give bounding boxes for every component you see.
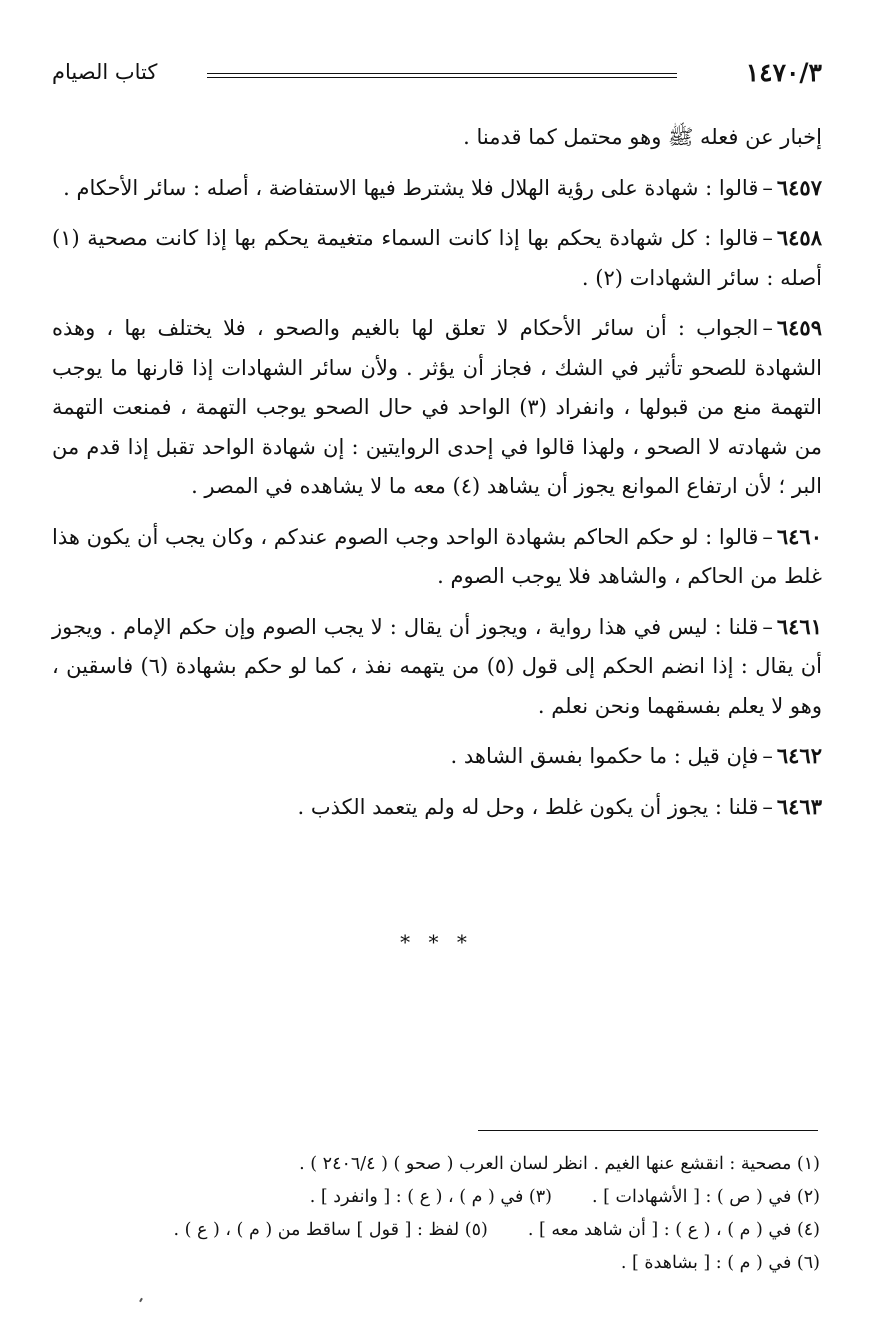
paragraph: [52, 787, 822, 828]
footnote-text: (٢) في ( ص ) : [ الأشهادات ] .: [591, 1187, 820, 1207]
paragraph-text: الجواب : أن سائر الأحكام لا تعلق لها بالغيم والصحو ، فلا يختلف بها ، وهذه الشهادة للصحو تأثير في الشك ، فجاز أن يؤثر . ولأن سائر الشهادات إذا قارنها ما يوجب التهمة منع من قبولها ، وانفراد (٣) الواحد في حال الصحو يوجب التهمة ، فمنعت التهمة من شهادته لا الصحو ، ولهذا قالوا في إحدى الروايتين : إن شهادة الواحد تقبل إذا قدم من البر ؛ لأن ارتفاع الموانع يجوز أن يشاهد (٤) معه ما لا يشاهده في المصر .: [52, 316, 822, 498]
paragraph: [52, 736, 822, 777]
footnote-text: (١) مصحية : انقشع عنها الغيم . انظر لسان العرب ( صحو ) ( ٢٤٠٦/٤ ) .: [299, 1154, 820, 1174]
dash: –: [762, 316, 773, 340]
footnote-row: [40, 1214, 820, 1247]
paragraph-text: قلنا : ليس في هذا رواية ، ويجوز أن يقال : لا يجب الصوم وإن حكم الإمام . ويجوز أن يقال : إذا انضم الحكم إلى قول (٥) من يتهمه نفذ ، كما لو حكم بشهادة (٦) فاسقين ، وهو لا يعلم بفسقهما ونحن نعلم .: [52, 614, 822, 718]
paragraph-text: قالوا : لو حكم الحاكم بشهادة الواحد وجب الصوم عندكم ، وكان يجب أن يكون هذا غلط من الحاكم ، والشاهد فلا يوجب الصوم .: [52, 524, 822, 588]
paragraph-text: قالوا : شهادة على رؤية الهلال فلا يشترط فيها الاستفاضة ، أصله : سائر الأحكام .: [63, 175, 759, 200]
paragraph-number: ٦٤٥٨: [776, 225, 822, 250]
paragraph-number: ٦٤٦٢: [776, 743, 822, 768]
header-rule: [207, 73, 677, 78]
paragraph: [52, 517, 822, 597]
paragraph-text: فإن قيل : ما حكموا بفسق الشاهد .: [450, 744, 759, 768]
dash: –: [762, 794, 773, 819]
footnote-text: (٤) في ( م ) ، ( ع ) : [ أن شاهد معه ] .: [527, 1220, 820, 1240]
paragraph-text: إخبار عن فعله ﷺ وهو محتمل كما قدمنا .: [463, 125, 822, 149]
paragraph-number: ٦٤٦٣: [776, 793, 822, 819]
paragraph-text: قلنا : يجوز أن يكون غلط ، وحل له ولم يتعمد الكذب .: [297, 794, 759, 819]
paragraph-number: ٦٤٦١: [776, 613, 822, 639]
paragraph: [52, 118, 822, 158]
footnote-text: (٣) في ( م ) ، ( ع ) : [ وانفرد ] .: [309, 1187, 552, 1207]
paragraph-number: ٦٤٥٩: [776, 315, 822, 340]
footnote: [40, 1247, 820, 1280]
dash: –: [762, 226, 773, 250]
paragraph: [52, 308, 822, 507]
paragraph-text: قالوا : كل شهادة يحكم بها إذا كانت السماء متغيمة يحكم بها إذا كانت مصحية (١) أصله : سائر الشهادات (٢) .: [52, 226, 822, 290]
paragraph: [52, 168, 822, 209]
footnote-text: (٦) في ( م ) : [ بشاهدة ] .: [620, 1253, 820, 1273]
page-number: ١٤٧٠/٣: [745, 58, 822, 87]
book-title: كتاب الصيام: [52, 60, 158, 84]
footnote-rule: [478, 1130, 818, 1131]
scan-speck: [139, 1298, 143, 1302]
paragraph: [52, 607, 822, 727]
main-text: [52, 118, 822, 837]
footnote: [40, 1148, 820, 1181]
dash: –: [762, 744, 773, 768]
footnote-text: (٥) لفظ : [ قول ] ساقط من ( م ) ، ( ع ) .: [173, 1220, 488, 1240]
paragraph: [52, 218, 822, 298]
dash: –: [762, 524, 773, 549]
footnotes: [40, 1148, 820, 1280]
paragraph-number: ٦٤٥٧: [776, 174, 822, 200]
section-separator: * * *: [400, 930, 473, 954]
paragraph-number: ٦٤٦٠: [776, 523, 822, 549]
dash: –: [762, 175, 773, 200]
dash: –: [762, 614, 773, 639]
footnote-row: [40, 1181, 820, 1214]
running-header: [52, 58, 822, 92]
